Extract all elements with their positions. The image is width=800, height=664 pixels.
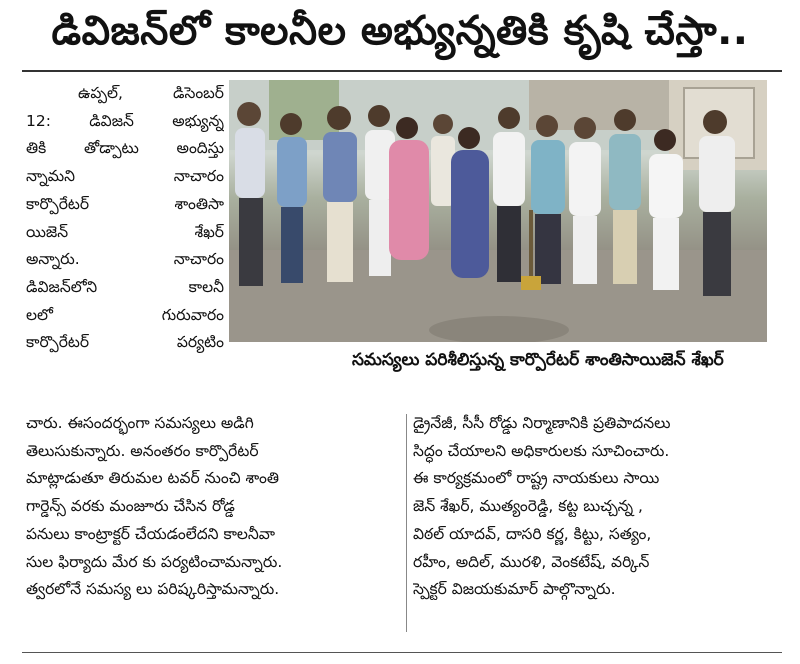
text-line: గార్డెన్స్ వరకు మంజూరు చేసిన రోడ్డ <box>26 497 235 516</box>
text-line: రహీం, అదిల్, మురళి, వెంకటేష్, వర్కిన్ <box>413 552 650 571</box>
news-photo <box>229 80 767 342</box>
text-line: సిద్ధం చేయాలని అధికారులకు సూచించారు. <box>413 441 670 460</box>
text-line: జెన్ శేఖర్, ముత్యంరెడ్డి, కట్ట బుచ్చన్న , <box>413 497 643 516</box>
text-line: ఉప్పల్, డిసెంబర్ <box>78 84 224 102</box>
text-line: విఠల్ యాదవ్, దాసరి కర్ణ, కిట్టు, సత్యం, <box>413 524 652 543</box>
text-line: డ్రైనేజీ, సీసీ రోడ్డు నిర్మాణానికి ప్రతిపాదనలు <box>413 414 671 432</box>
text-line: డివిజన్‌లోని కాలనీ <box>26 277 224 296</box>
column-divider <box>406 414 407 632</box>
bottom-right-column <box>413 410 778 604</box>
text-line: చారు. ఈసందర్భంగా సమస్యలు అడిగి <box>26 414 254 432</box>
text-line: పనులు కాంట్రాక్టర్ చేయడంలేదని కాలనీవా <box>26 524 276 543</box>
bottom-left-column <box>26 410 404 604</box>
text-line: మాట్లాడుతూ తిరుమల టవర్ నుంచి శాంతి <box>26 469 279 488</box>
bottom-rule <box>22 652 782 653</box>
text-line: కార్పొరేటర్ శాంతిసా <box>26 194 224 213</box>
text-line: అన్నారు. నాచారం <box>26 250 224 269</box>
text-line: కార్పొరేటర్ పర్యటిం <box>26 333 224 352</box>
headline-rule <box>22 70 782 72</box>
text-line: స్పెక్టర్ విజయకుమార్ పాల్గొన్నారు. <box>413 580 616 599</box>
text-line: 12: డివిజన్ అభ్యున్న <box>26 111 224 130</box>
text-line: లలో గురువారం <box>26 305 224 324</box>
text-line: తికి తోడ్పాటు అందిస్తు <box>26 139 224 158</box>
text-line: న్నామని నాచారం <box>26 167 224 186</box>
text-line: తెలుసుకున్నారు. అనంతరం కార్పొరేటర్ <box>26 441 259 460</box>
photo-caption: సమస్యలు పరిశీలిస్తున్న కార్పొరేటర్ శాంతిసాయిజెన్ శేఖర్ <box>352 350 724 370</box>
photo-illustration <box>229 80 767 342</box>
text-line: సుల ఫిర్యాదు మేర కు పర్యటించామన్నారు. <box>26 552 283 571</box>
text-line: త్వరలోనే సమస్య లు పరిష్కరిస్తామన్నారు. <box>26 580 280 599</box>
left-column-text <box>26 80 224 357</box>
headline: డివిజన్‌లో కాలనీల అభ్యున్నతికి కృషి చేస్తా.. <box>51 8 749 54</box>
text-line: ఈ కార్యక్రమంలో రాష్ట్ర నాయకులు సాయి <box>413 469 660 488</box>
text-line: యిజెన్ శేఖర్ <box>26 222 224 241</box>
